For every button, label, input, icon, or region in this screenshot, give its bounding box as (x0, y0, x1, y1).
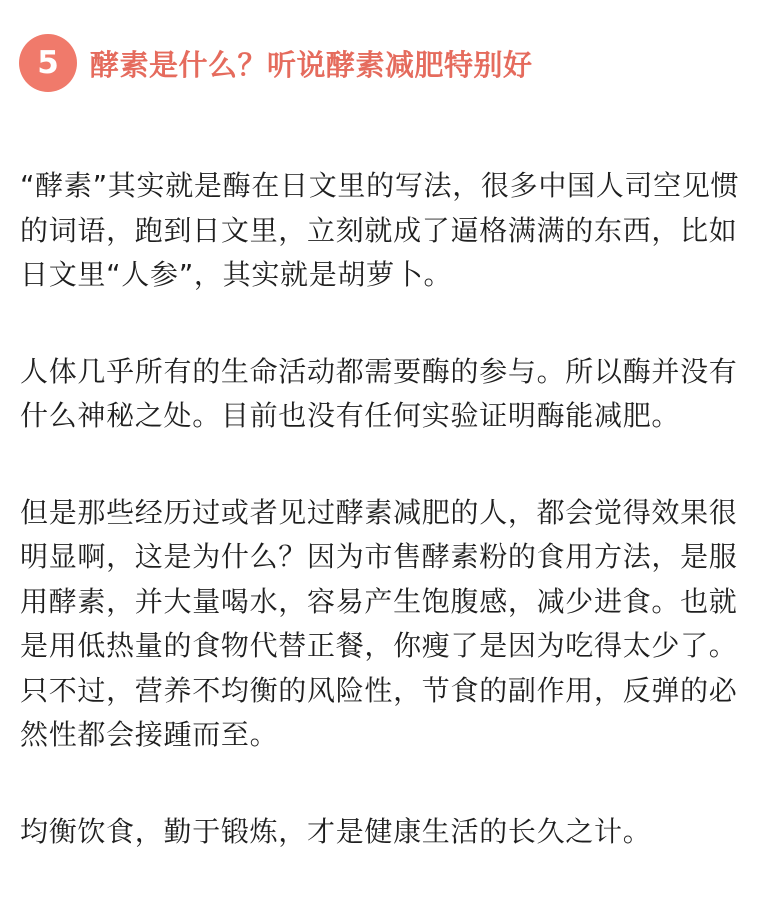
paragraph-3: 但是那些经历过或者见过酵素减肥的人，都会觉得效果很明显啊，这是为什么？因为市售酵素粉的食用方法，是服用酵素，并大量喝水，容易产生饱腹感，减少进食。也就是用低热量的食物代替正餐，你瘦了是因为吃得太少了。只不过，营养不均衡的风险性，节食的副作用，反弹的必然性都会接踵而至。 (20, 495, 738, 751)
section-number-badge: 5 (19, 34, 77, 92)
section-header (19, 34, 533, 92)
section-title: 酵素是什么？听说酵素减肥特别好 (90, 47, 533, 82)
article-body (20, 164, 765, 906)
paragraph-2: 人体几乎所有的生命活动都需要酶的参与。所以酶并没有什么神秘之处。目前也没有任何实验证明酶能减肥。 (20, 354, 738, 432)
paragraph-4: 均衡饮食，勤于锻炼，才是健康生活的长久之计。 (20, 814, 652, 848)
paragraph-1: “酵素”其实就是酶在日文里的写法，很多中国人司空见惯的词语，跑到日文里，立刻就成了逼格满满的东西，比如日文里“人参”，其实就是胡萝卜。 (20, 169, 740, 291)
